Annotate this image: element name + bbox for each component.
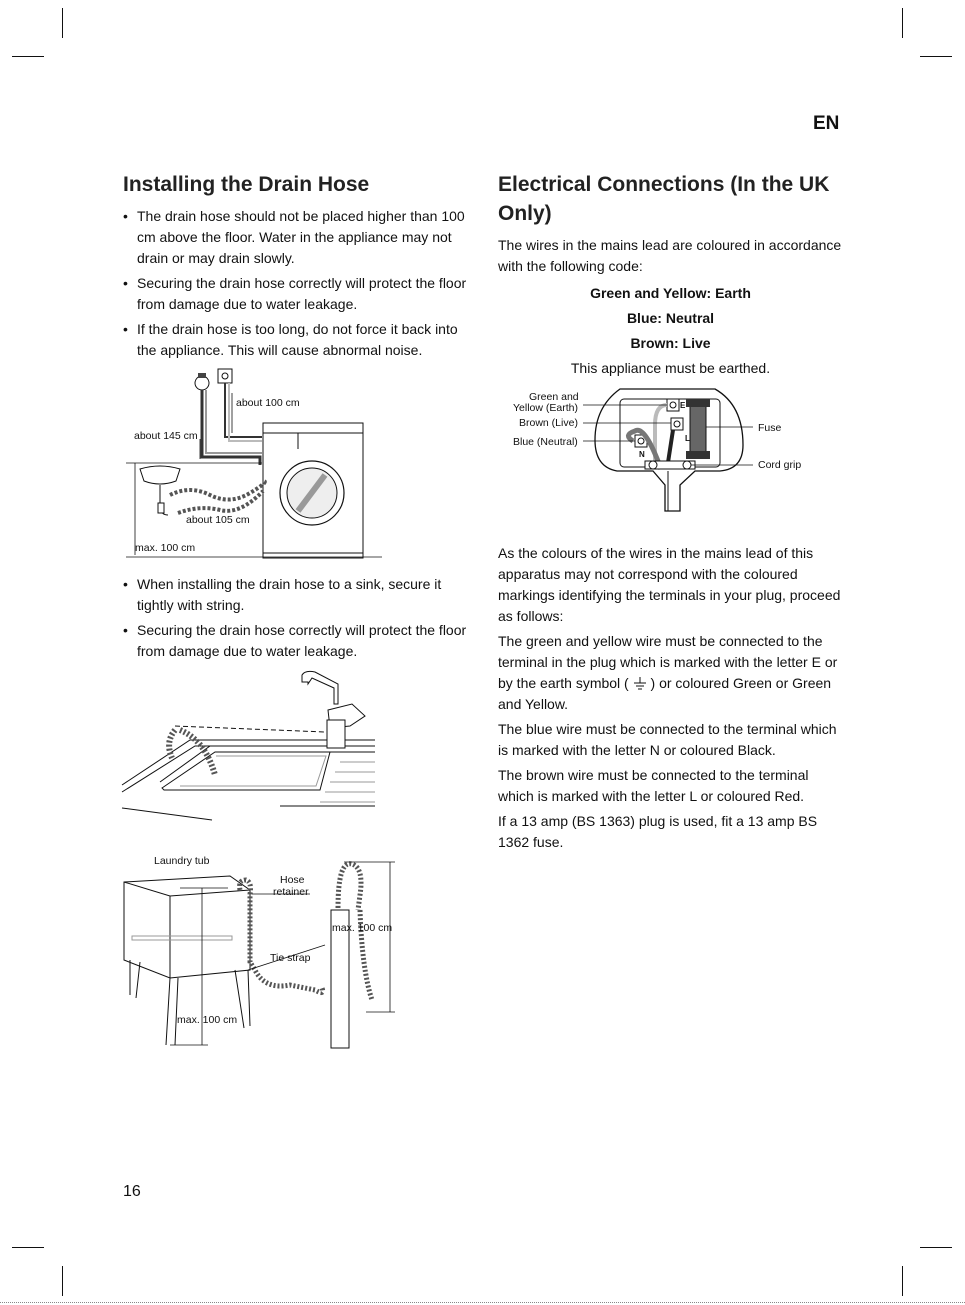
uk-plug-diagram — [505, 385, 815, 520]
language-label: EN — [813, 113, 840, 134]
paragraph-earth — [498, 631, 843, 715]
label-max-100: max. 100 cm — [135, 542, 196, 554]
sink-string-figure — [120, 670, 380, 830]
socket-icon — [218, 369, 232, 383]
tap-icon — [195, 376, 209, 390]
label-green-yellow: Green and — [529, 391, 579, 403]
label-tie-strap: Tie strap — [270, 952, 311, 964]
page-number: 16 — [123, 1183, 141, 1200]
terminal-letter-l: L — [685, 434, 690, 443]
crop-mark — [920, 1247, 952, 1248]
bullet-item: • Securing the drain hose correctly will protect the floor from damage due to water leakage. — [123, 620, 468, 662]
earth-symbol-icon — [633, 677, 647, 691]
terminal-letter-n: N — [639, 450, 645, 459]
code-neutral: Blue: Neutral — [626, 310, 715, 326]
label-blue: Blue (Neutral) — [513, 436, 578, 448]
label-fuse: Fuse — [758, 422, 782, 434]
crop-mark — [62, 8, 63, 38]
crop-mark — [920, 56, 952, 57]
crop-mark — [62, 1266, 63, 1296]
bullet-item: • Securing the drain hose correctly will protect the floor from damage due to water leakage. — [123, 273, 468, 315]
label-brown: Brown (Live) — [519, 417, 578, 429]
paragraph-text: ) or coloured Green or Green and Yellow. — [498, 675, 832, 712]
sink — [140, 466, 180, 484]
paragraph-text: The green and yellow wire must be connected to the terminal in the plug which is marked with the letter E or by the earth symbol ( — [498, 633, 838, 691]
section-title-electrical — [498, 170, 843, 228]
crop-mark — [902, 8, 903, 38]
bullet-item: • When installing the drain hose to a sink, secure it tightly with string. — [123, 574, 468, 616]
intro-paragraph: The wires in the mains lead are coloured in accordance with the following code: — [498, 237, 842, 274]
label-cord-grip: Cord grip — [758, 459, 802, 471]
paragraph: The brown wire must be connected to the terminal which is marked with the letter L or coloured Red. — [498, 767, 809, 804]
label-laundry-tub: Laundry tub — [154, 855, 210, 867]
title-line: Electrical Connections (In the UK — [498, 173, 830, 196]
crop-mark — [12, 56, 44, 57]
drain-hose-bullets — [123, 206, 468, 365]
label-about-100: about 100 cm — [236, 397, 300, 409]
crop-mark — [902, 1266, 903, 1296]
wiring-instructions — [498, 543, 843, 857]
terminal-e — [667, 399, 679, 411]
section-title-drain-hose: Installing the Drain Hose — [123, 173, 370, 196]
earthed-note: This appliance must be earthed. — [570, 360, 771, 376]
wire-code-block — [498, 235, 843, 379]
paragraph: The blue wire must be connected to the terminal which is marked with the letter N or coloured Black. — [498, 721, 837, 758]
tap-icon — [302, 671, 338, 704]
label-about-105: about 105 cm — [186, 514, 250, 526]
label-hose-retainer: Hose — [280, 874, 305, 886]
sink-bullets — [123, 574, 468, 666]
code-earth: Green and Yellow: Earth — [590, 285, 751, 301]
title-line: Only) — [498, 202, 552, 225]
label-max-100-right: max. 100 cm — [332, 922, 393, 934]
fuse — [690, 401, 706, 457]
label-max-100-left: max. 100 cm — [177, 1014, 238, 1026]
paragraph: If a 13 amp (BS 1363) plug is used, fit a 13 amp BS 1362 fuse. — [498, 813, 818, 850]
crop-mark — [12, 1247, 44, 1248]
terminal-letter-e: E — [680, 401, 686, 410]
paragraph: As the colours of the wires in the mains lead of this apparatus may not correspond with the coloured markings identifying the terminals in your plug, proceed as follows: — [498, 545, 841, 624]
bullet-item: • The drain hose should not be placed higher than 100 cm above the floor. Water in the appliance may not drain or may drain slowly. — [123, 206, 468, 269]
label-green-yellow: Yellow (Earth) — [513, 402, 578, 414]
laundry-tub-figure — [120, 850, 400, 1050]
label-hose-retainer: retainer — [273, 886, 309, 898]
bullet-item: • If the drain hose is too long, do not force it back into the appliance. This will cause abnormal noise. — [123, 319, 468, 361]
code-live: Brown: Live — [630, 335, 711, 351]
label-about-145: about 145 cm — [134, 430, 198, 442]
terminal-l — [671, 418, 683, 430]
drain-height-figure — [120, 365, 390, 565]
trim-line — [0, 1302, 965, 1303]
